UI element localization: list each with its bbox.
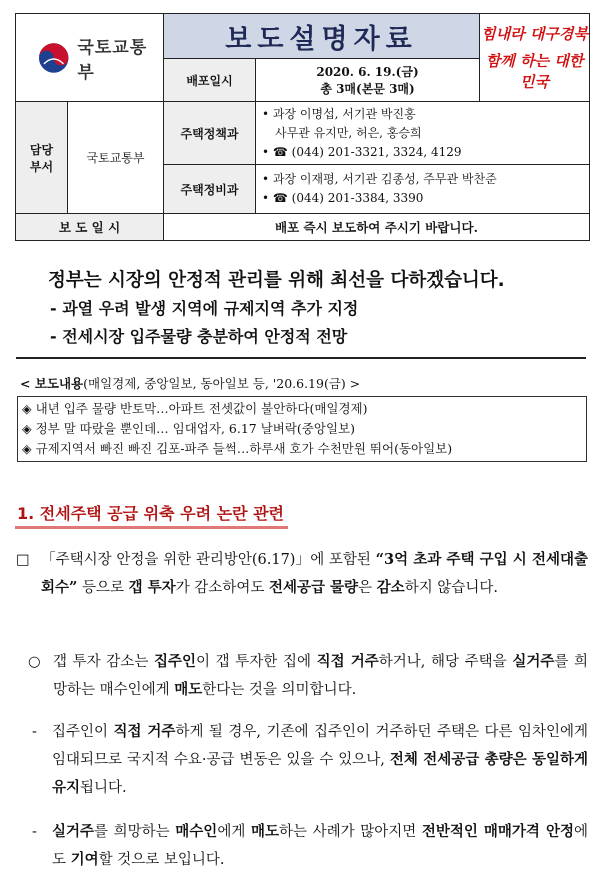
division1-name: 주택정책과 [164, 102, 256, 165]
dept-org: 국토교통부 [68, 102, 164, 214]
circle-bullet-icon: ○ [28, 654, 41, 670]
paragraph-1 [16, 546, 588, 602]
paragraph-3-text: 집주인이 직접 거주하게 될 경우, 기존에 집주인이 거주하던 주택은 다른 임차인에게 임대되므로 국지적 수요·공급 변동은 있을 수 있으나, 전체 전세공급 총량은 동일하게 유지됩니다. [52, 723, 588, 796]
division1-line1: • 과장 이명섭, 서기관 박진홍 [262, 106, 416, 121]
sub-headline-1: - 과열 우려 발생 지역에 규제지역 추가 지정 [50, 299, 359, 318]
section-1-title: 1. 전세주택 공급 위축 우려 논란 관련 [15, 501, 288, 529]
main-headline: 정부는 시장의 안정적 관리를 위해 최선을 다하겠습니다. [48, 270, 505, 291]
paragraph-4 [32, 818, 588, 874]
dept-label-text: 담당 부서 [29, 142, 54, 174]
division2-phone: • ☎ (044) 201-3384, 3390 [262, 191, 424, 205]
news-item: ◈ 규제지역서 빠진 빠진 김포-파주 들썩…하루새 호가 수천만원 뛰어(동아일보) [22, 441, 453, 456]
slogan-line-2: 함께 하는 대한민국 [485, 52, 584, 91]
division1-contacts [256, 102, 590, 165]
paragraph-2-text: 갭 투자 감소는 집주인이 갭 투자한 집에 직접 거주하거나, 해당 주택을 실거주를 희망하는 매수인에게 매도한다는 것을 의미합니다. [53, 653, 588, 698]
taegeuk-emblem-icon [38, 42, 69, 74]
paragraph-2 [28, 648, 588, 704]
slogan-cell [480, 14, 590, 102]
news-item: ◈ 정부 말 따랐을 뿐인데… 임대업자, 6.17 날벼락(중앙일보) [22, 421, 355, 436]
square-bullet-icon: □ [16, 552, 30, 568]
paragraph-3 [32, 718, 588, 802]
ministry-logo-cell [16, 14, 164, 102]
page-count: 총 3매(본문 3매) [320, 82, 415, 96]
dept-label [16, 102, 68, 214]
division1-phone: • ☎ (044) 201-3321, 3324, 4129 [262, 144, 462, 159]
press-header-table [15, 13, 590, 241]
paragraph-1-text: 「주택시장 안정을 위한 관리방안(6.17)」에 포함된 “3억 초과 주택 구입 시 전세대출 회수” 등으로 갭 투자가 감소하여도 전세공급 물량은 감소하지 않습니다. [41, 551, 588, 596]
news-intro-label: < 보도내용 [20, 376, 84, 391]
news-item: ◈ 내년 입주 물량 반토막…아파트 전셋값이 불안하다(매일경제) [22, 401, 368, 416]
release-timing-label: 보 도 일 시 [16, 214, 164, 241]
release-date-cell [256, 59, 480, 102]
sub-headline-2: - 전세시장 입주물량 충분하여 안정적 전망 [50, 327, 348, 346]
slogan-line-1: 힘내라 대구경북 [481, 25, 588, 43]
division2-contacts [256, 165, 590, 214]
news-intro [20, 374, 360, 392]
news-headlines-box [17, 396, 587, 462]
ministry-name: 국토교통부 [77, 37, 148, 83]
paragraph-4-text: 실거주를 희망하는 매수인에게 매도하는 사례가 많아지면 전반적인 매매가격 안정에도 기여할 것으로 보입니다. [52, 823, 588, 868]
division2-name: 주택정비과 [164, 165, 256, 214]
release-timing-value: 배포 즉시 보도하여 주시기 바랍니다. [164, 214, 590, 241]
dash-bullet: - [32, 724, 37, 740]
division1-line2: 사무관 유지만, 허은, 홍승희 [275, 125, 422, 140]
document-type-title: 보도설명자료 [164, 14, 480, 59]
release-date: 2020. 6. 19.(금) [316, 65, 419, 79]
headline-divider [16, 357, 586, 359]
release-date-label: 배포일시 [164, 59, 256, 102]
division2-line1: • 과장 이재평, 서기관 김종성, 주무관 박찬준 [262, 172, 497, 186]
news-intro-sources: (매일경제, 중앙일보, 동아일보 등, '20.6.19(금) > [83, 376, 361, 391]
dash-bullet: - [32, 824, 37, 840]
ministry-logo [16, 33, 163, 83]
